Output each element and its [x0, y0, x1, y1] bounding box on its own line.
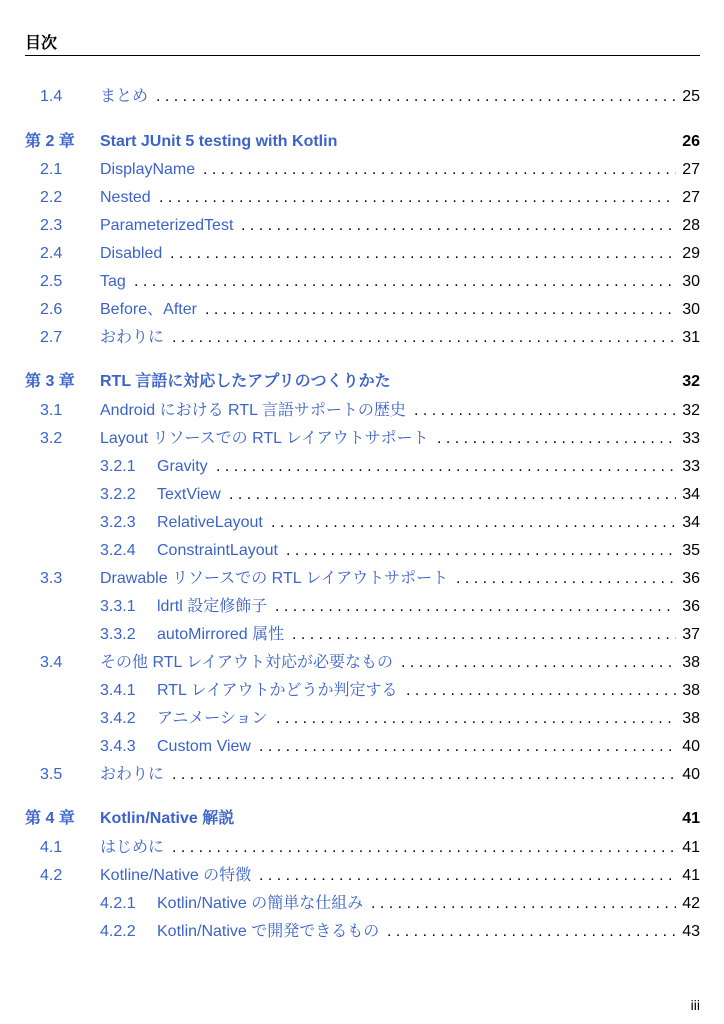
toc-title-link[interactable]: Android における RTL 言語サポートの歴史	[100, 402, 406, 419]
toc-number: 3.3	[40, 570, 63, 587]
dot-leader	[456, 568, 676, 590]
toc-entry-section[interactable]	[0, 837, 724, 859]
page-number: iii	[690, 997, 700, 1013]
toc-number: 3.3.2	[100, 626, 136, 643]
toc-page-number: 34	[682, 486, 700, 503]
toc-page-number: 43	[682, 923, 700, 940]
toc-title-link[interactable]: Kotline/Native の特徴	[100, 867, 252, 884]
toc-title-link[interactable]: Gravity	[157, 458, 208, 475]
dot-leader	[156, 86, 676, 108]
toc-title-link[interactable]: ConstraintLayout	[157, 542, 278, 559]
toc-number: 3.2.3	[100, 514, 136, 531]
toc-entry-subsection[interactable]	[0, 736, 724, 758]
dot-leader	[159, 187, 676, 209]
toc-entry-subsection[interactable]	[0, 624, 724, 646]
toc-entry-section[interactable]	[0, 159, 724, 181]
toc-title-link[interactable]: Kotlin/Native で開発できるもの	[157, 923, 380, 940]
dot-leader	[170, 243, 676, 265]
toc-entry-section[interactable]	[0, 428, 724, 450]
toc-title-link[interactable]: まとめ	[100, 88, 149, 105]
toc-page-number: 40	[682, 738, 700, 755]
dot-leader	[241, 215, 676, 237]
toc-number: 3.2.1	[100, 458, 136, 475]
toc-entry-subsection[interactable]	[0, 456, 724, 478]
dot-leader	[406, 680, 676, 702]
toc-page-number: 33	[682, 430, 700, 447]
dot-leader	[414, 400, 676, 422]
toc-entry-section[interactable]	[0, 327, 724, 349]
toc-entry-section[interactable]	[0, 568, 724, 590]
toc-entry-subsection[interactable]	[0, 680, 724, 702]
toc-page-number: 38	[682, 682, 700, 699]
dot-leader	[387, 921, 676, 943]
toc-number: 3.4.2	[100, 710, 136, 727]
toc-entry-section[interactable]	[0, 865, 724, 887]
toc-number: 3.4.1	[100, 682, 136, 699]
toc-title-link[interactable]: Layout リソースでの RTL レイアウトサポート	[100, 430, 429, 447]
toc-title-link[interactable]: Disabled	[100, 245, 163, 262]
toc-title-link[interactable]: RelativeLayout	[157, 514, 263, 531]
toc-page-number: 42	[682, 895, 700, 912]
toc-number: 4.2	[40, 867, 63, 884]
toc-title-link[interactable]: Nested	[100, 189, 151, 206]
toc-title-link[interactable]: RTL 言語に対応したアプリのつくりかた	[100, 373, 391, 390]
dot-leader	[216, 456, 676, 478]
toc-number: 3.4	[40, 654, 63, 671]
dot-leader	[401, 652, 676, 674]
dot-leader	[259, 736, 676, 758]
toc-entry-section[interactable]	[0, 299, 724, 321]
toc-title-link[interactable]: Custom View	[157, 738, 251, 755]
toc-title-link[interactable]: Kotlin/Native 解説	[100, 810, 235, 827]
toc-entry-subsection[interactable]	[0, 921, 724, 943]
toc-title-link[interactable]: はじめに	[100, 839, 165, 856]
toc-title-link[interactable]: その他 RTL レイアウト対応が必要なもの	[100, 654, 393, 671]
toc-page-number: 38	[682, 710, 700, 727]
toc-number: 第 4 章	[25, 810, 75, 827]
dot-leader	[286, 540, 676, 562]
dot-leader	[292, 624, 676, 646]
toc-title-link[interactable]: Drawable リソースでの RTL レイアウトサポート	[100, 570, 449, 587]
toc-entry-section[interactable]	[0, 764, 724, 786]
toc-page-number: 41	[682, 867, 700, 884]
toc-title-link[interactable]: DisplayName	[100, 161, 196, 178]
toc-page-number: 34	[682, 514, 700, 531]
toc-page-number: 38	[682, 654, 700, 671]
toc-page-number: 36	[682, 570, 700, 587]
dot-leader	[205, 299, 676, 321]
toc-number: 2.7	[40, 329, 63, 346]
page-header-title: 目次	[25, 35, 58, 52]
toc-title-link[interactable]: Tag	[100, 273, 126, 290]
toc-title-link[interactable]: おわりに	[100, 766, 165, 783]
toc-page-number: 26	[682, 133, 700, 150]
toc-number: 3.3.1	[100, 598, 136, 615]
toc-page-number: 35	[682, 542, 700, 559]
dot-leader	[259, 865, 676, 887]
toc-number: 4.1	[40, 839, 63, 856]
toc-number: 第 3 章	[25, 373, 75, 390]
toc-number: 1.4	[40, 88, 63, 105]
toc-entry-subsection[interactable]	[0, 893, 724, 915]
toc-number: 2.5	[40, 273, 63, 290]
toc-page-number: 27	[682, 189, 700, 206]
toc-number: 2.6	[40, 301, 63, 318]
dot-leader	[134, 271, 676, 293]
toc-page-number: 32	[682, 373, 700, 390]
toc-entry-section[interactable]	[0, 86, 724, 108]
toc-page-number: 25	[682, 88, 700, 105]
toc-page-number: 28	[682, 217, 700, 234]
toc-entry-subsection[interactable]	[0, 540, 724, 562]
toc-entry-section[interactable]	[0, 271, 724, 293]
toc-number: 3.1	[40, 402, 63, 419]
toc-entry-section[interactable]	[0, 652, 724, 674]
toc-entry-subsection[interactable]	[0, 596, 724, 618]
dot-leader	[172, 837, 676, 859]
toc-entry-section[interactable]	[0, 187, 724, 209]
toc-entry-section[interactable]	[0, 243, 724, 265]
header-rule	[25, 55, 700, 56]
toc-number: 3.2.2	[100, 486, 136, 503]
toc-entry-subsection[interactable]	[0, 708, 724, 730]
dot-leader	[276, 708, 676, 730]
toc-entry-chapter[interactable]	[0, 808, 724, 830]
toc-title-link[interactable]: ParameterizedTest	[100, 217, 234, 234]
toc-page-number: 37	[682, 626, 700, 643]
toc-number: 4.2.2	[100, 923, 136, 940]
dot-leader	[172, 327, 676, 349]
toc-number: 3.5	[40, 766, 63, 783]
toc-number: 4.2.1	[100, 895, 136, 912]
toc-title-link[interactable]: Start JUnit 5 testing with Kotlin	[100, 133, 338, 150]
toc-number: 3.4.3	[100, 738, 136, 755]
toc-page-number: 36	[682, 598, 700, 615]
toc-entry-section[interactable]	[0, 400, 724, 422]
toc-title-link[interactable]: TextView	[157, 486, 221, 503]
toc-entry-chapter[interactable]	[0, 371, 724, 393]
toc-number: 3.2	[40, 430, 63, 447]
toc-page-number: 41	[682, 810, 700, 827]
toc-title-link[interactable]: RTL レイアウトかどうか判定する	[157, 682, 398, 699]
toc-number: 2.3	[40, 217, 63, 234]
dot-leader	[437, 428, 676, 450]
toc-number: 3.2.4	[100, 542, 136, 559]
toc-page-number: 33	[682, 458, 700, 475]
toc-page-number: 40	[682, 766, 700, 783]
toc-title-link[interactable]: Before、After	[100, 301, 197, 318]
toc-number: 2.4	[40, 245, 63, 262]
toc-page-number: 31	[682, 329, 700, 346]
toc-title-link[interactable]: アニメーション	[157, 710, 268, 727]
toc-entry-section[interactable]	[0, 215, 724, 237]
toc-page-number: 29	[682, 245, 700, 262]
toc-number: 第 2 章	[25, 133, 75, 150]
toc-page-number: 41	[682, 839, 700, 856]
toc-entry-subsection[interactable]	[0, 484, 724, 506]
toc-number: 2.1	[40, 161, 63, 178]
toc-title-link[interactable]: おわりに	[100, 329, 165, 346]
dot-leader	[371, 893, 676, 915]
toc-entry-subsection[interactable]	[0, 512, 724, 534]
toc-title-link[interactable]: ldrtl 設定修飾子	[157, 598, 268, 615]
toc-title-link[interactable]: Kotlin/Native の簡単な仕組み	[157, 895, 364, 912]
dot-leader	[229, 484, 676, 506]
dot-leader	[275, 596, 676, 618]
toc-page-number: 30	[682, 301, 700, 318]
toc-page-number: 32	[682, 402, 700, 419]
dot-leader	[172, 764, 676, 786]
dot-leader	[271, 512, 676, 534]
toc-page-number: 30	[682, 273, 700, 290]
toc-page-number: 27	[682, 161, 700, 178]
toc-entry-chapter[interactable]	[0, 131, 724, 153]
dot-leader	[203, 159, 676, 181]
toc-title-link[interactable]: autoMirrored 属性	[157, 626, 285, 643]
toc-number: 2.2	[40, 189, 63, 206]
